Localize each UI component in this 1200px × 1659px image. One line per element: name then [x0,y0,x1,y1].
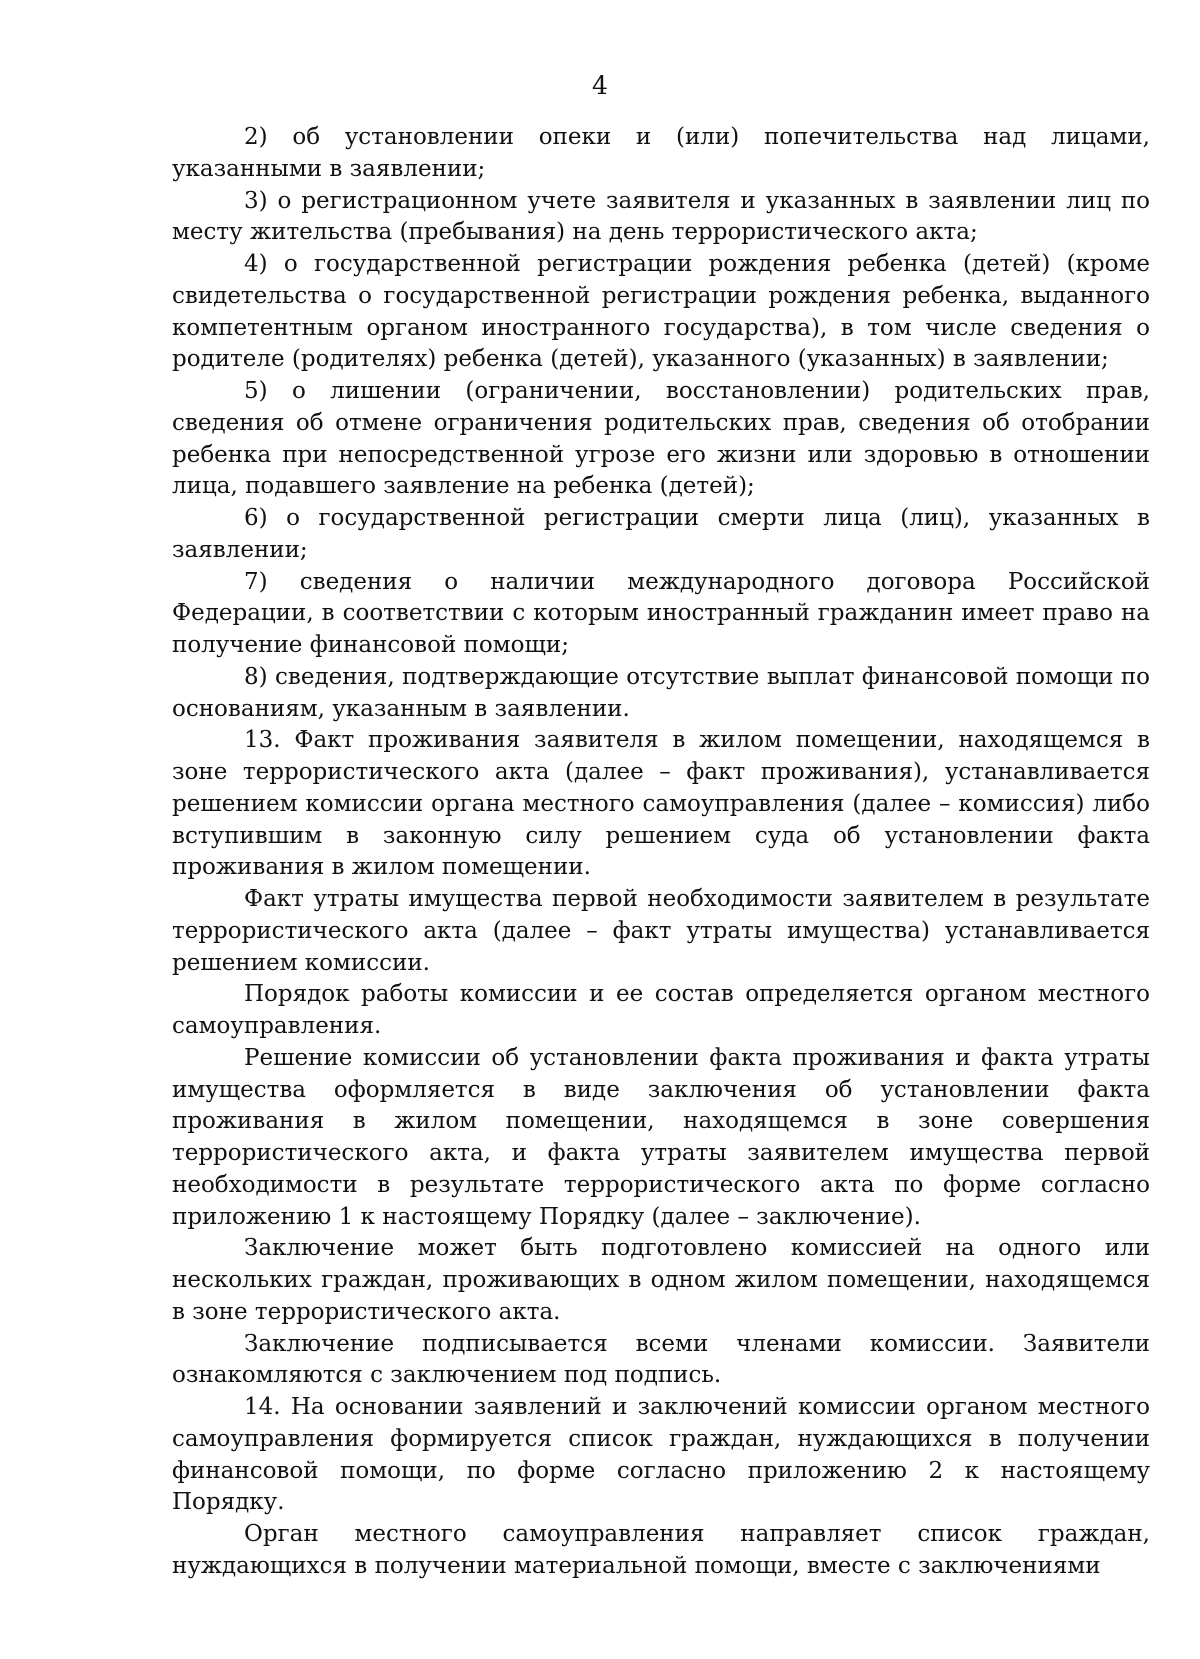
paragraph-item-7: 7) сведения о наличии международного договора Российской Федерации, в соответствии с которым иностранный гражданин имеет право на получение финансовой помощи; [172,568,1150,658]
paragraph-conclusion-prepared: Заключение может быть подготовлено комиссией на одного или нескольких граждан, проживающих в одном жилом помещении, находящемся в зоне террористического акта. [172,1235,1150,1325]
paragraph-section-14: 14. На основании заявлений и заключений комиссии органом местного самоуправления формируется список граждан, нуждающихся в получении финансовой помощи, по форме согласно приложению 2 к настоящему Порядку. [172,1394,1150,1516]
paragraph-item-2: 2) об установлении опеки и (или) попечительства над лицами, указанными в заявлении; [172,124,1150,182]
paragraph-section-13: 13. Факт проживания заявителя в жилом помещении, находящемся в зоне террористического акта (далее – факт проживания), устанавливается решением комиссии органа местного самоуправления (далее – комиссия) либо вступившим в законную силу решением суда об установлении факта проживания в жилом помещении. [172,727,1150,881]
paragraph-item-8: 8) сведения, подтверждающие отсутствие выплат финансовой помощи по основаниям, указанным в заявлении. [172,663,1150,722]
paragraph-commission-decision: Решение комиссии об установлении факта проживания и факта утраты имущества оформляется в виде заключения об установлении факта проживания в жилом помещении, находящемся в зоне совершения террористического акта, и факта утраты заявителем имущества первой необходимости в результате террористического акта по форме согласно приложению 1 к настоящему Порядку (далее – заключение). [172,1044,1150,1230]
paragraph-item-6: 6) о государственной регистрации смерти лица (лиц), указанных в заявлении; [172,505,1150,563]
paragraph-item-5: 5) о лишении (ограничении, восстановлении) родительских прав, сведения об отмене ограничения родительских прав, сведения об отобрании ребенка при непосредственной угрозе его жизни или здоровью в отношении лица, подавшего заявление на ребенка (детей); [172,378,1150,500]
document-body [172,122,1150,1583]
paragraph-item-3: 3) о регистрационном учете заявителя и указанных в заявлении лиц по месту жительства (пребывания) на день террористического акта; [172,187,1150,246]
page-number: 4 [592,71,608,100]
paragraph-property-loss: Факт утраты имущества первой необходимости заявителем в результате террористического акта (далее – факт утраты имущества) устанавливается решением комиссии. [172,886,1150,976]
paragraph-conclusion-signed: Заключение подписывается всеми членами комиссии. Заявители ознакомляются с заключением под подпись. [172,1330,1150,1389]
paragraph-commission-procedure: Порядок работы комиссии и ее состав определяется органом местного самоуправления. [172,981,1150,1039]
paragraph-item-4: 4) о государственной регистрации рождения ребенка (детей) (кроме свидетельства о государственной регистрации рождения ребенка, выданного компетентным органом иностранного государства), в том числе сведения о родителе (родителях) ребенка (детей), указанного (указанных) в заявлении; [172,251,1150,373]
paragraph-list-submission: Орган местного самоуправления направляет список граждан, нуждающихся в получении материальной помощи, вместе с заключениями [172,1521,1150,1579]
